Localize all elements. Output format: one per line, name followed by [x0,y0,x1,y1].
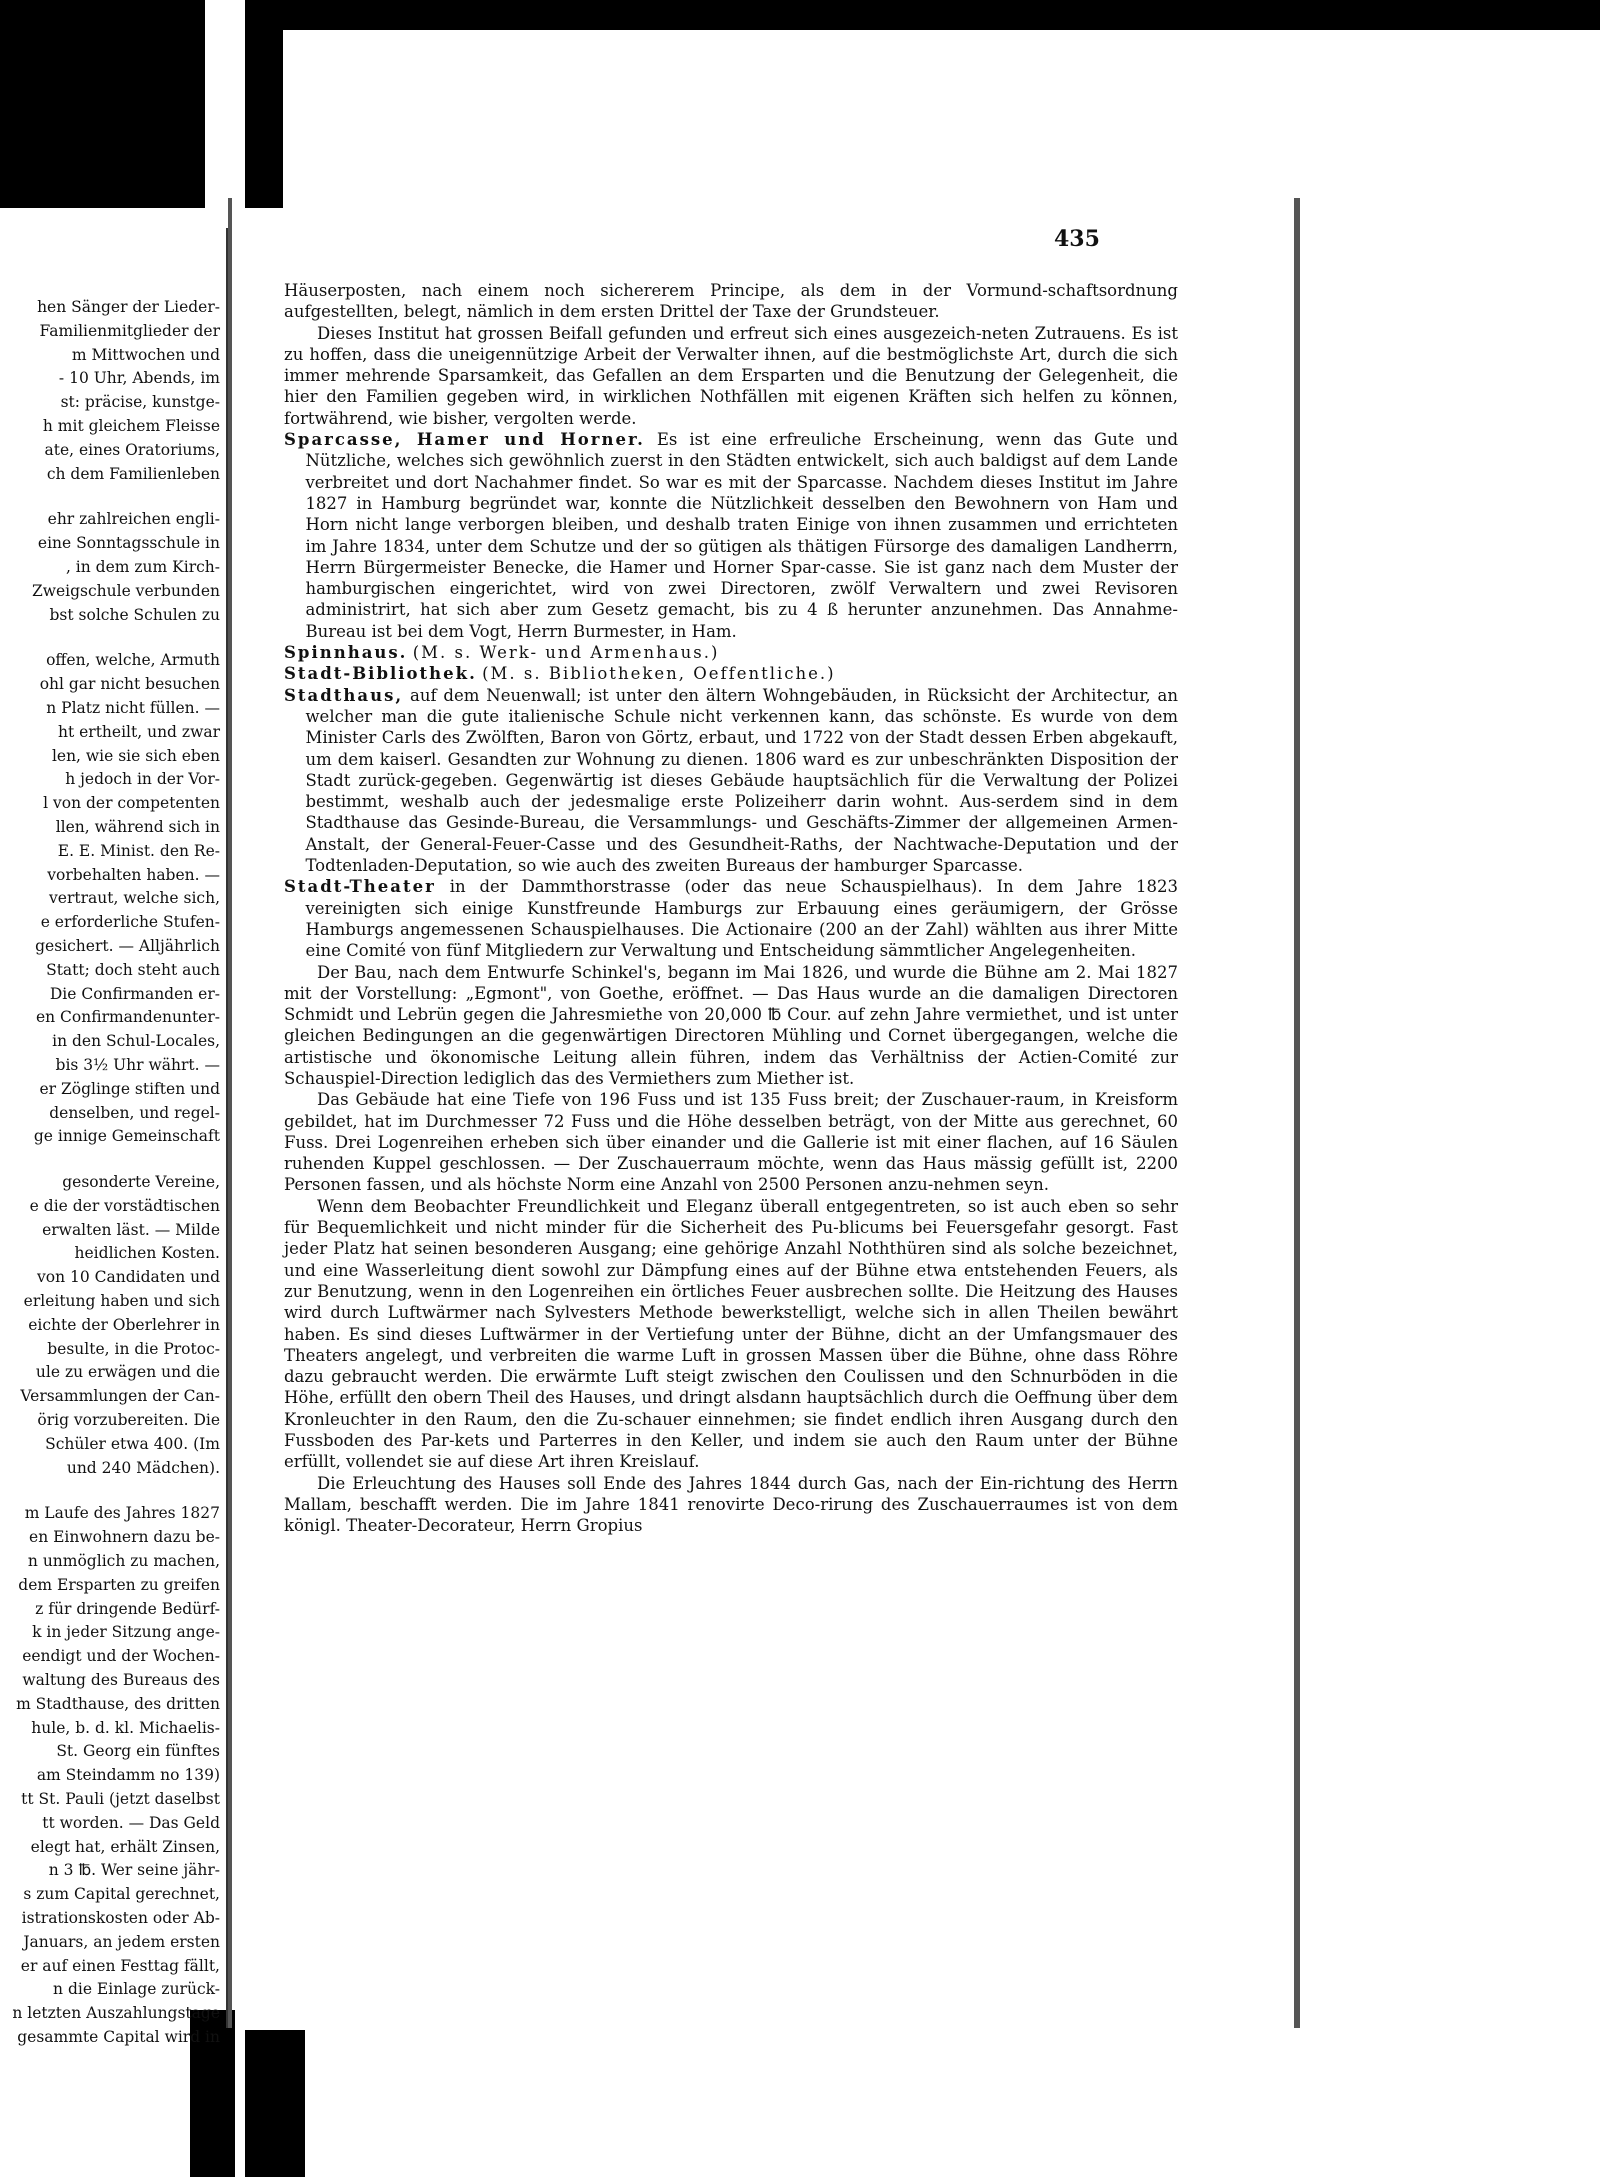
left-column-line: e die der vorstädtischen [29,1196,220,1215]
left-column-gap [4,1149,220,1171]
left-column-line: gesammte Capital wird in [17,2027,220,2046]
left-column-line: denselben, und regel- [49,1103,220,1122]
paragraph-erleuchtung: Die Erleuchtung des Hauses soll Ende des Jahres 1844 durch Gas, nach der Ein-richtung des Herrn Mallam, beschafft werden. Die im Jahre 1841 renovirte Deco-rirung des Zuschauerraumes ist von dem königl. Theater-Decorateur, Herrn Gropius [284,1473,1178,1536]
entry-text-stadthaus: auf dem Neuenwall; ist unter den ältern Wohngebäuden, in Rücksicht der Architectur, an welcher man die gute italienische Schule nicht verkennen kann, das schönste. Es wurde von dem Minister Carls des Zwölften, Baron von Görtz, erbaut, und 1722 von der Stadt dessen Erben abgekauft, um dem kaiserl. Gesandten zur Wohnung zu dienen. 1806 ward es zur unbeschränkten Disposition der Stadt zurück-gegeben. Gegenwärtig ist dieses Gebäude hauptsächlich für die Verwaltung der Polizei bestimmt, weshalb auch der jedesmalige erste Polizeiherr darin wohnt. Aus-serdem sind in dem Stadthause das Gesinde-Bureau, die Versammlungs- und Geschäfts-Zimmer der allgemeinen Armen-Anstalt, der General-Feuer-Casse und des Gesundheit-Raths, der Nachtwache-Deputation und der Todtenladen-Deputation, so wie auch des zweiten Bureaus der hamburger Sparcasse. [305,685,1178,876]
left-column-line: e erforderliche Stufen- [40,913,220,932]
left-column-line: vertraut, welche sich, [49,889,220,908]
left-column-gap [4,486,220,508]
left-column-line: Versammlungen der Can- [20,1387,220,1406]
left-column-line: örig vorzubereiten. Die [37,1411,220,1430]
left-column-line: m Laufe des Jahres 1827 [24,1504,220,1523]
left-column-line: bst solche Schulen zu [49,605,220,624]
paragraph-beobachter: Wenn dem Beobachter Freundlichkeit und Eleganz überall entgegentreten, so ist auch eben so sehr für Bequemlichkeit und nicht minder für die Sicherheit des Pu-blicums bei Feuersgefahr gesorgt. Fast jeder Platz hat seinen besonderen Ausgang; eine gehörige Anzahl Noththüren sind als solche bezeichnet, und eine Wasserleitung dient sowohl zur Dämpfung eines auf der Bühne etwa entstehenden Feuers, als zur Benutzung, wenn in den Logenreihen ein örtliches Feuer ausbrechen sollte. Die Heitzung des Hauses wird durch Luftwärmer nach Sylvesters Methode bewerkstelligt, welche sich in allen Theilen bewährt haben. Es sind dieses Luftwärmer in der Vertiefung unter der Bühne, dicht an der Umfangsmauer des Theaters angelegt, und verbreiten die warme Luft in grossen Massen über die Bühne, ohne dass Röhre dazu gebraucht werden. Die erwärmte Luft steigt zwischen den Coulissen und den Schnurböden in die Höhe, erfüllt den obern Theil des Hauses, und dringt alsdann hauptsächlich durch die Oeffnung über dem Kronleuchter in den Raum, den die Zu-schauer einnehmen; sie findet endlich ihren Ausgang durch den Fussboden des Par-kets und Parterres in den Keller, und indem sie auch den Raum unter der Bühne erfüllt, vollendet sie auf diese Art ihren Kreislauf. [284,1196,1178,1472]
paragraph-bau: Der Bau, nach dem Entwurfe Schinkel's, begann im Mai 1826, und wurde die Bühne am 2. Mai 1827 mit der Vorstellung: „Egmont", von Goethe, eröffnet. — Das Haus wurde an die damaligen Directoren Schmidt und Lebrün gegen die Jahresmiethe von 20,000 ℔ Cour. auf zehn Jahre vermiethet, und ist unter gleichen Bedingungen an die gegenwärtigen Directoren Mühling und Cornet übergegangen, welche die artistische und ökonomische Leitung allein führen, indem das Verhältniss der Actien-Comité zur Schauspiel-Direction lediglich das des Vermiethers zum Miether ist. [284,962,1178,1088]
left-column-line: gesichert. — Alljährlich [35,936,220,955]
entry-heading-stadt-theater: Stadt-Theater [284,877,436,897]
left-column-line: n letzten Auszahlungstage [12,2004,220,2023]
paragraph-institut: Dieses Institut hat grossen Beifall gefunden und erfreut sich eines ausgezeich-neten Zutrauens. Es ist zu hoffen, dass die uneigennützige Arbeit der Verwalter ihnen, auf die bestmöglichste Art, durch die sich immer mehrende Sparsamkeit, das Gefallen an dem Ersparten und die Benutzung der Gelegenheit, die hier den Familien gegeben wird, in wirklichen Nothfällen mit eigenen Kräften sich helfen zu können, fortwährend, wie bisher, vergolten werde. [284,323,1178,428]
scan-border-top-gutter [245,0,283,208]
left-column-line: gesonderte Vereine, [62,1173,220,1192]
left-column-line: erwalten läst. — Milde [42,1220,220,1239]
left-column-line: eine Sonntagsschule in [37,534,220,553]
left-column-line: hule, b. d. kl. Michaelis- [31,1718,220,1737]
scan-border-top-left [0,0,205,208]
left-column-line: l von der competenten [43,794,220,813]
left-column-line: istrationskosten oder Ab- [21,1909,220,1927]
left-column-line: vorbehalten haben. — [47,865,220,884]
left-column-line: er auf einen Festtag fällt, [20,1956,220,1975]
left-column-line: E. E. Minist. den Re- [57,841,220,860]
entry-text-spinnhaus: (M. s. Werk- und Armenhaus.) [412,643,720,663]
entry-text-stadt-theater: in der Dammthorstrasse (oder das neue Schauspielhaus). In dem Jahre 1823 vereinigten sich einige Kunstfreunde Hamburgs zur Erbauung eines geräumigern, der Grösse Hamburgs angemessenen Schauspielhauses. Die Actionaire (200 an der Zahl) wählten aus ihrer Mitte eine Comité von fünf Mitgliedern zur Verwaltung und Entscheidung sämmtlicher Angelegenheiten. [305,877,1179,961]
left-column-line: hen Sänger der Lieder- [37,298,220,316]
left-column-line: n 3 ℔. Wer seine jähr- [48,1861,220,1880]
left-column-line: m Stadthause, des dritten [16,1694,220,1713]
entry-spinnhaus [284,642,1178,663]
left-column-line: n unmöglich zu machen, [27,1552,220,1571]
page-number: 435 [1054,226,1100,252]
entry-stadthaus [284,685,1178,877]
left-column-line: erleitung haben und sich [23,1292,220,1311]
left-page-text-column [4,296,220,2050]
left-column-line: Zweigschule verbunden [31,581,220,600]
left-column-line: Familienmitglieder der [39,321,220,340]
entry-text-stadt-bibliothek: (M. s. Bibliotheken, Oeffentliche.) [482,664,836,684]
left-column-line: ohl gar nicht besuchen [39,675,220,694]
left-column-line: ule zu erwägen und die [35,1363,220,1382]
left-column-line: ate, eines Oratoriums, [44,440,220,459]
entry-heading-sparcasse: Sparcasse, Hamer und Horner. [284,430,645,450]
left-column-line: s zum Capital gerechnet, [23,1885,220,1904]
left-column-line: ch dem Familienleben [46,464,220,483]
left-column-line: ht ertheilt, und zwar [57,722,220,741]
left-column-line: llen, während sich in [55,817,220,836]
left-column-line: n Platz nicht füllen. — [46,698,220,717]
left-column-line: - 10 Uhr, Abends, im [58,369,220,388]
left-column-gap [4,627,220,649]
left-column-line: offen, welche, Armuth [46,651,220,670]
left-column-line: , in dem zum Kirch- [65,557,220,576]
left-column-line: Schüler etwa 400. (Im [45,1434,220,1453]
left-column-line: und 240 Mädchen). [66,1458,220,1477]
left-column-line: bis 3½ Uhr währt. — [55,1055,220,1074]
right-page [228,198,1300,2028]
left-column-line: eichte der Oberlehrer in [28,1315,220,1334]
entry-stadt-theater [284,876,1178,961]
left-column-line: ehr zahlreichen engli- [47,510,220,529]
left-column-line: len, wie sie sich eben [51,746,220,765]
left-column-line: elegt hat, erhält Zinsen, [30,1837,220,1856]
right-page-text-column [284,280,1178,1537]
left-column-line: von 10 Candidaten und [37,1268,220,1287]
paragraph-haeuserposten: Häuserposten, nach einem noch sichererem Principe, als dem in der Vormund-schaftsordnung aufgestellten, belegt, nämlich in dem ersten Drittel der Taxe der Grundsteuer. [284,281,1178,322]
left-column-line: en Einwohnern dazu be- [29,1528,220,1547]
left-column-line: tt St. Pauli (jetzt daselbst [21,1790,220,1809]
left-column-line: ge innige Gemeinschaft [33,1127,220,1146]
left-column-line: k in jeder Sitzung ange- [32,1623,220,1642]
left-column-line: am Steindamm no 139) [36,1766,220,1785]
entry-sparcasse [284,429,1178,642]
left-column-line: Die Confirmanden er- [49,984,220,1003]
left-column-line: eendigt und der Wochen- [22,1647,220,1666]
left-column-line: h mit gleichem Fleisse [42,416,220,435]
left-column-line: in den Schul-Locales, [52,1032,220,1051]
entry-heading-stadt-bibliothek: Stadt-Bibliothek. [284,664,477,684]
paragraph-gebaeude: Das Gebäude hat eine Tiefe von 196 Fuss und ist 135 Fuss breit; der Zuschauer-raum, in Kreisform gebildet, hat im Durchmesser 72 Fuss und die Höhe desselben beträgt, von der Mitte aus gerechnet, 60 Fuss. Drei Logenreihen erheben sich über einander und die Gallerie ist mit einer flachen, auf 16 Säulen ruhenden Kuppel geschlossen. — Der Zuschauerraum möchte, wenn das Haus mässig gefüllt ist, 2200 Personen fassen, und als höchste Norm eine Anzahl von 2500 Personen anzu-nehmen seyn. [284,1090,1178,1195]
left-column-line: St. Georg ein fünftes [56,1742,220,1761]
left-column-line: besulte, in die Protoc- [47,1339,220,1358]
left-column-gap [4,1480,220,1502]
left-page [0,228,229,2046]
left-column-line: dem Ersparten zu greifen [18,1575,220,1594]
left-column-line: m Mittwochen und [71,345,220,364]
scan-border-bottom-gutter [245,2030,305,2177]
entry-text-sparcasse: Es ist eine erfreuliche Erscheinung, wenn das Gute und Nützliche, welches sich gewöhnlich zuerst in den Städten entwickelt, sich auch baldigst auf dem Lande verbreitet und dort Nachahmer findet. So war es mit der Sparcasse. Nachdem dieses Institut im Jahre 1827 in Hamburg begründet war, konnte die Nützlichkeit desselben den Bewohnern von Ham und Horn nicht lange verborgen bleiben, und deshalb traten Einige von ihnen zusammen und errichteten im Jahre 1834, unter dem Schutze und der so gütigen als thätigen Fürsorge des damaligen Landherrn, Herrn Bürgermeister Benecke, die Hamer und Horner Spar-casse. Sie ist ganz nach dem Muster der hamburgischen eingerichtet, wird von zwei Directoren, zwölf Verwaltern und zwei Revisoren administrirt, hat sich aber zum Gesetz gemacht, bis zu 4 ß herunter anzunehmen. Das Annahme-Bureau ist bei dem Vogt, Herrn Burmester, in Ham. [305,430,1179,641]
left-column-line: heidlichen Kosten. [74,1244,220,1263]
left-column-line: n die Einlage zurück- [53,1980,220,1999]
entry-heading-stadthaus: Stadthaus, [284,685,404,705]
left-column-line: z für dringende Bedürf- [35,1599,220,1618]
left-column-line: er Zöglinge stiften und [39,1079,220,1098]
left-column-line: h jedoch in der Vor- [65,770,220,789]
scan-border-top-right [283,0,1600,30]
left-column-line: st: präcise, kunstge- [60,393,220,412]
left-column-line: Statt; doch steht auch [46,960,220,979]
left-column-line: tt worden. — Das Geld [42,1813,220,1832]
entry-heading-spinnhaus: Spinnhaus. [284,643,408,663]
left-column-line: en Confirmandenunter- [35,1008,220,1027]
left-column-line: Januars, an jedem ersten [23,1932,220,1951]
entry-stadt-bibliothek [284,663,1178,684]
left-column-line: waltung des Bureaus des [22,1671,220,1690]
